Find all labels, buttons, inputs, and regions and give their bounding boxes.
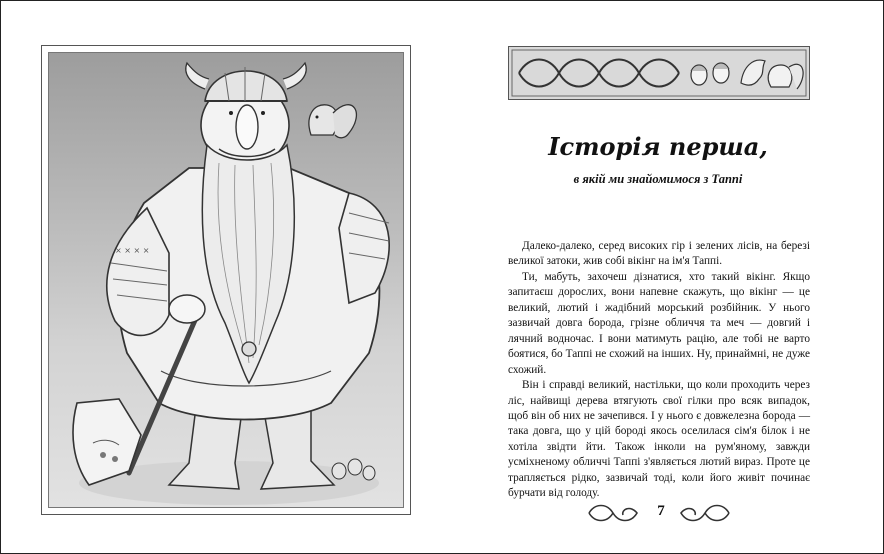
chapter-title: Історія перша, xyxy=(548,132,768,161)
svg-text:× × × ×: × × × × xyxy=(115,246,150,255)
celtic-knot-icon xyxy=(509,47,809,99)
viking-illustration xyxy=(48,52,404,508)
paragraph: Далеко-далеко, серед високих гір і зелених лісів, на березі великої затоки, жив собі вікінг на ім'я Таппі. xyxy=(508,240,810,268)
chapter-subtitle: в якій ми знайомимося з Таппі xyxy=(573,172,743,186)
chapter-body-text xyxy=(508,239,810,502)
paragraph: Ти, мабуть, захочеш дізнатися, хто такий вікінг. Якщо запитаєш дорослих, вони напевне скажуть, що вікінг — це великий, лютий і жадібний морський розбійник. У нього зазвичай довга борода, грізне обличчя та меч — довгий і лячний водночас. І вони матимуть рацію, але тобі не варто боятися, бо Таппі не схожий на інших. Ну, принаймні, не дуже схожий. xyxy=(508,270,810,376)
page-number: 7 xyxy=(657,503,665,519)
paragraph: Він і справді великий, настільки, що коли проходить через ліс, найвищі дерева втягують свої гілки про всяк випадок, щоб він об них не зачепився. І у нього є довжелезна борода — така довга, що у цій бороді якось оселилася сім'я білок і не хотіла звідти йти. Також інколи на рум'яному, завжди усміхненому обличчі Таппі з'являється лютий вираз. Проте це трапляється рідко, зазвичай тоді, коли його живіт починає бурчати від голоду. xyxy=(508,379,810,500)
decorative-header-ornament xyxy=(508,46,810,100)
illustration-frame xyxy=(41,45,411,515)
viking-drawing-icon xyxy=(49,53,403,507)
